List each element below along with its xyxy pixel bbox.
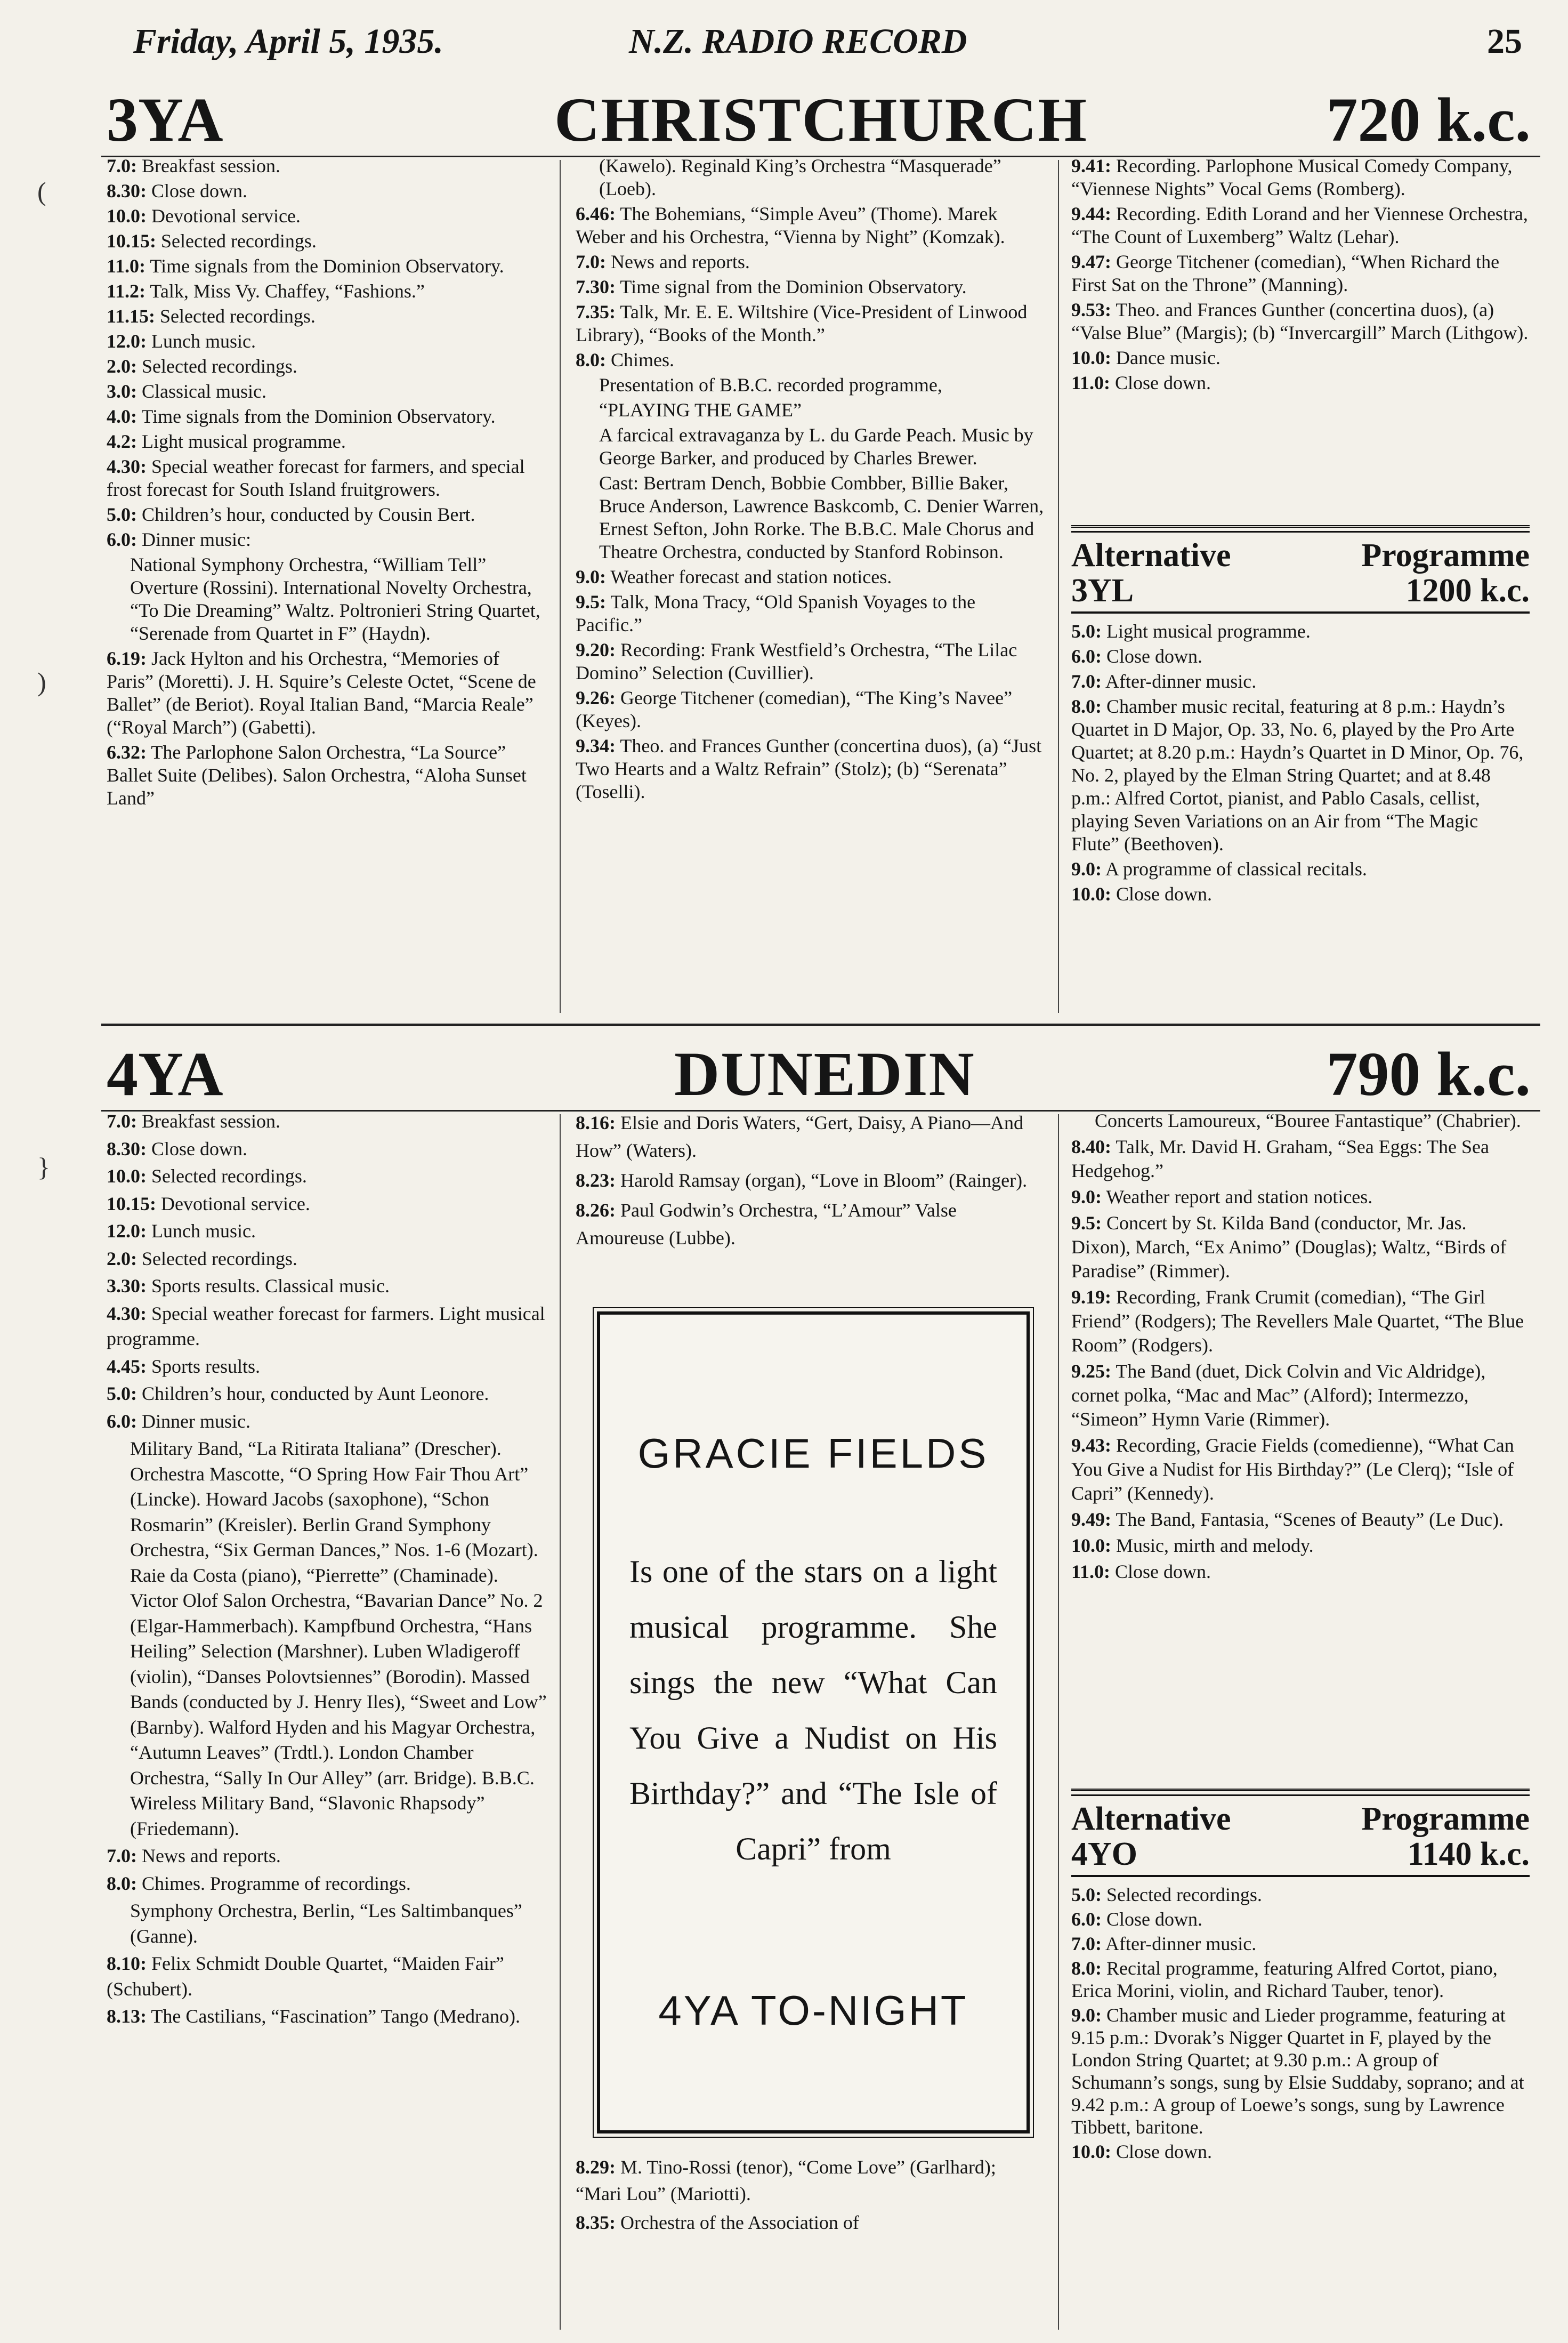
programme-time: 7.0: bbox=[107, 1110, 137, 1132]
programme-time: 7.0: bbox=[107, 1845, 137, 1866]
programme-time: 7.0: bbox=[576, 251, 606, 272]
programme-item bbox=[1071, 858, 1530, 881]
programme-text: Presentation of B.B.C. recorded programme, bbox=[599, 374, 942, 396]
programme-item bbox=[576, 251, 1045, 273]
alt-station: 3YL bbox=[1071, 573, 1134, 609]
programme-item bbox=[107, 1354, 549, 1380]
station-city: CHRISTCHURCH bbox=[554, 85, 1088, 155]
programme-text: Recital programme, featuring Alfred Cortot, piano, Erica Morini, violin, and Richard Tauber, tenor). bbox=[1071, 1958, 1498, 2001]
programme-time: 2.0: bbox=[107, 356, 137, 377]
programme-text: Close down. bbox=[151, 1138, 247, 1160]
programme-item bbox=[576, 472, 1045, 563]
programme-text: Breakfast session. bbox=[142, 1110, 280, 1132]
programme-item bbox=[107, 455, 549, 501]
programme-text: Time signal from the Dominion Observatory. bbox=[620, 276, 967, 297]
programme-item bbox=[107, 503, 549, 526]
double-rule bbox=[1071, 525, 1530, 533]
programme-time: 4.0: bbox=[107, 406, 137, 427]
programme-item bbox=[107, 1871, 549, 1897]
programme-time: 6.32: bbox=[107, 742, 147, 763]
programme-item bbox=[1071, 620, 1530, 643]
programme-text: Special weather forecast for farmers, and special frost forecast for South Island fruitgrowers. bbox=[107, 456, 525, 500]
programme-text: Concerts Lamoureux, “Bouree Fantastique” (Chabrier). bbox=[1095, 1110, 1521, 1131]
programme-item bbox=[107, 1409, 549, 1435]
programme-text: A programme of classical recitals. bbox=[1105, 858, 1367, 880]
station-callsign: 3YA bbox=[107, 85, 223, 155]
programme-text: Talk, Mr. E. E. Wiltshire (Vice-President of Linwood Library), “Books of the Month.” bbox=[576, 301, 1028, 345]
programme-text: Close down. bbox=[1106, 1909, 1202, 1930]
programme-item bbox=[1071, 347, 1530, 369]
programme-time: 8.13: bbox=[107, 2006, 147, 2027]
programme-text: Jack Hylton and his Orchestra, “Memories of Paris” (Moretti). J. H. Squire’s Celeste Octet, “Scene de Ballet” (de Beriot). Royal Italian Band, “Marcia Reale” (“Royal March”) (Gabetti). bbox=[107, 648, 536, 738]
programme-item bbox=[1071, 155, 1530, 200]
programme-column-2-continued bbox=[576, 2154, 1045, 2238]
programme-time: 8.16: bbox=[576, 1112, 616, 1133]
programme-time: 8.30: bbox=[107, 180, 147, 202]
programme-text: Close down. bbox=[1115, 372, 1211, 393]
advert-title: GRACIE FIELDS bbox=[637, 1430, 989, 1477]
programme-item bbox=[107, 205, 549, 228]
programme-item bbox=[576, 399, 1045, 422]
programme-item bbox=[1071, 1560, 1530, 1584]
programme-text: The Parlophone Salon Orchestra, “La Source” Ballet Suite (Delibes). Salon Orchestra, “Aloha Sunset Land” bbox=[107, 742, 527, 809]
programme-item bbox=[107, 1436, 549, 1841]
programme-item bbox=[576, 155, 1045, 200]
programme-item bbox=[1071, 2004, 1530, 2138]
programme-item bbox=[107, 1898, 549, 1949]
station-callsign: 4YA bbox=[107, 1039, 223, 1109]
programme-text: George Titchener (comedian), “The King’s Navee” (Keyes). bbox=[576, 687, 1013, 731]
programme-time: 10.15: bbox=[107, 230, 156, 252]
issue-date: Friday, April 5, 1935. bbox=[133, 22, 443, 61]
programme-text: Selected recordings. bbox=[151, 1165, 307, 1187]
section-title-3ya bbox=[0, 85, 1568, 160]
section-divider bbox=[101, 1024, 1540, 1026]
advert-body: Is one of the stars on a light musical programme. She sings the new “What Can You Give a Nudist on His Birthday?” and “The Isle of Capri” from bbox=[629, 1554, 997, 1866]
advert-footer: 4YA TO-NIGHT bbox=[658, 1987, 968, 2034]
programme-time: 9.49: bbox=[1071, 1509, 1111, 1530]
programme-item bbox=[1071, 1285, 1530, 1357]
programme-text: Close down. bbox=[1106, 646, 1202, 667]
programme-text: Recording, Frank Crumit (comedian), “The Girl Friend” (Rodgers); The Revellers Male Quartet, “The Blue Room” (Rodgers). bbox=[1071, 1286, 1524, 1356]
programme-item bbox=[107, 280, 549, 303]
alt-programme-list bbox=[1071, 620, 1530, 906]
section-title-4ya bbox=[0, 1040, 1568, 1114]
programme-text: Weather report and station notices. bbox=[1106, 1186, 1373, 1207]
programme-item bbox=[576, 374, 1045, 397]
programme-text: News and reports. bbox=[142, 1845, 281, 1866]
programme-time: 4.30: bbox=[107, 456, 147, 477]
programme-text: Music, mirth and melody. bbox=[1116, 1535, 1314, 1556]
programme-column-2 bbox=[576, 1109, 1045, 1254]
programme-item bbox=[576, 591, 1045, 637]
programme-text: Dinner music: bbox=[142, 529, 251, 550]
programme-text: Selected recordings. bbox=[142, 356, 297, 377]
programme-item bbox=[1071, 645, 1530, 668]
programme-item bbox=[107, 180, 549, 203]
station-frequency: 790 k.c. bbox=[1326, 1039, 1531, 1109]
programme-time: 11.0: bbox=[1071, 372, 1111, 393]
programme-item bbox=[107, 230, 549, 253]
programme-text: Chamber music recital, featuring at 8 p.m.: Haydn’s Quartet in D Major, Op. 33, No. 6, played by the Pro Arte Quartet; at 8.20 p.m.: Haydn’s Quartet in D Minor, Op. 76, No. 2, played by the Elman String Quartet; and at 8.48 p.m.: Alfred Cortot, pianist, and Pablo Casals, cellist, playing Seven Variations on an Air from “The Magic Flute” (Beethoven). bbox=[1071, 696, 1524, 855]
programme-time: 9.53: bbox=[1071, 299, 1111, 320]
programme-time: 9.44: bbox=[1071, 203, 1111, 224]
programme-item bbox=[107, 1246, 549, 1272]
column-divider bbox=[1058, 1114, 1059, 2330]
programme-text: Concert by St. Kilda Band (conductor, Mr. Jas. Dixon), March, “Ex Animo” (Douglas); Waltz, “Birds of Paradise” (Rimmer). bbox=[1071, 1212, 1507, 1282]
programme-text: George Titchener (comedian), “When Richard the First Sat on the Throne” (Manning). bbox=[1071, 251, 1500, 295]
programme-text: Light musical programme. bbox=[142, 431, 346, 452]
programme-time: 3.0: bbox=[107, 381, 137, 402]
programme-text: The Band (duet, Dick Colvin and Vic Aldridge), cornet polka, “Mac and Mac” (Alford); Intermezzo, “Simeon” Hymn Varie (Rimmer). bbox=[1071, 1360, 1486, 1430]
programme-text: After-dinner music. bbox=[1105, 1933, 1257, 1954]
programme-item bbox=[576, 424, 1045, 470]
programme-time: 9.26: bbox=[576, 687, 616, 708]
programme-item bbox=[576, 687, 1045, 732]
programme-time: 3.30: bbox=[107, 1275, 147, 1297]
programme-item bbox=[576, 1196, 1045, 1252]
programme-text: Children’s hour, conducted by Aunt Leonore. bbox=[142, 1383, 489, 1404]
programme-time: 7.0: bbox=[107, 155, 137, 176]
programme-item bbox=[107, 528, 549, 551]
programme-time: 10.0: bbox=[1071, 883, 1111, 905]
programme-time: 9.0: bbox=[576, 566, 606, 587]
programme-time: 8.10: bbox=[107, 1953, 147, 1974]
programme-text: Theo. and Frances Gunther (concertina duos), (a) “Valse Blue” (Margis); (b) “Invercargill” March (Lithgow). bbox=[1071, 299, 1529, 343]
programme-text: Close down. bbox=[1116, 883, 1212, 905]
programme-item bbox=[107, 1951, 549, 2002]
programme-item bbox=[107, 647, 549, 739]
programme-time: 9.19: bbox=[1071, 1286, 1111, 1308]
programme-text: Felix Schmidt Double Quartet, “Maiden Fair” (Schubert). bbox=[107, 1953, 504, 2000]
programme-item bbox=[107, 553, 549, 645]
programme-text: Cast: Bertram Dench, Bobbie Combber, Billie Baker, Bruce Anderson, Lawrence Baskcomb, C. Denier Warren, Ernest Sefton, John Rorke. The B.B.C. Male Chorus and Theatre Orchestra, conducted by Stanford Robinson. bbox=[599, 472, 1044, 562]
programme-item bbox=[107, 1219, 549, 1244]
programme-item bbox=[107, 2004, 549, 2030]
programme-time: 9.41: bbox=[1071, 155, 1111, 176]
programme-time: 11.2: bbox=[107, 280, 146, 302]
programme-item bbox=[576, 1109, 1045, 1164]
programme-text: Close down. bbox=[151, 180, 247, 202]
programme-item bbox=[107, 1274, 549, 1299]
programme-time: 6.46: bbox=[576, 203, 616, 224]
programme-time: 10.0: bbox=[1071, 347, 1111, 368]
programme-time: 9.34: bbox=[576, 735, 616, 756]
programme-text: Military Band, “La Ritirata Italiana” (Drescher). Orchestra Mascotte, “O Spring How Fair Thou Art” (Lincke). Howard Jacobs (saxophone), “Schon Rosmarin” (Kreisler). Berlin Grand Symphony Orchestra, “Six German Dances,” Nos. 1-6 (Mozart). Raie da Costa (piano), “Pierrette” (Chaminade). Victor Olof Salon Orchestra, “Bavarian Dance” No. 2 (Elgar-Hammerbach). Kampfbund Orchestra, “Hans Heiling” Selection (Marshner). Luben Wladigeroff (violin), “Danses Polovtsiennes” (Borodin). Massed Bands (conducted by J. Henry Iles), “Sweet and Low” (Barnby). Walford Hyden and his Magyar Orchestra, “Autumn Leaves” (Trdtl.). London Chamber Orchestra, “Sally In Our Alley” (arr. Bridge). B.B.C. Wireless Military Band, “Slavonic Rhapsody” (Friedemann). bbox=[130, 1438, 547, 1839]
programme-item bbox=[1071, 203, 1530, 248]
programme-item bbox=[1071, 299, 1530, 344]
programme-text: Close down. bbox=[1116, 2141, 1212, 2162]
programme-item bbox=[1071, 1508, 1530, 1532]
programme-time: 4.2: bbox=[107, 431, 137, 452]
programme-time: 10.0: bbox=[1071, 1535, 1111, 1556]
programme-item bbox=[107, 355, 549, 378]
programme-time: 9.20: bbox=[576, 639, 616, 661]
programme-item bbox=[576, 276, 1045, 299]
programme-time: 9.0: bbox=[1071, 2004, 1102, 2026]
programme-time: 9.5: bbox=[576, 591, 606, 613]
alternative-programme-4yo bbox=[1071, 1789, 1530, 2165]
programme-text: Recording, Gracie Fields (comedienne), “What Can You Give a Nudist for His Birthday?” (Le Clerq); “Isle of Capri” (Kennedy). bbox=[1071, 1435, 1514, 1504]
programme-text: Orchestra of the Association of bbox=[620, 2212, 859, 2233]
programme-text: The Castilians, “Fascination” Tango (Medrano). bbox=[151, 2006, 520, 2027]
alt-frequency: 1140 k.c. bbox=[1407, 1836, 1530, 1872]
programme-item bbox=[576, 639, 1045, 685]
programme-item bbox=[107, 1109, 549, 1134]
programme-text: A farcical extravaganza by L. du Garde Peach. Music by George Barker, and produced by Charles Brewer. bbox=[599, 424, 1033, 469]
programme-time: 8.40: bbox=[1071, 1136, 1111, 1157]
programme-text: Lunch music. bbox=[151, 331, 256, 352]
programme-text: Sports results. Classical music. bbox=[151, 1275, 390, 1297]
page-number: 25 bbox=[1487, 22, 1522, 61]
programme-item bbox=[1071, 1109, 1530, 1133]
programme-item bbox=[107, 1164, 549, 1189]
programme-text: Dinner music. bbox=[142, 1410, 250, 1432]
programme-time: 2.0: bbox=[107, 1247, 137, 1269]
programme-time: 11.0: bbox=[1071, 1561, 1111, 1582]
programme-item bbox=[107, 1381, 549, 1407]
programme-time: 5.0: bbox=[1071, 621, 1102, 642]
programme-time: 7.0: bbox=[1071, 1933, 1102, 1954]
programme-time: 5.0: bbox=[107, 1383, 137, 1404]
programme-item bbox=[1071, 2140, 1530, 2163]
alt-frequency: 1200 k.c. bbox=[1405, 573, 1530, 609]
programme-item bbox=[107, 1843, 549, 1869]
programme-text: Weather forecast and station notices. bbox=[610, 566, 892, 587]
programme-time: 7.35: bbox=[576, 301, 616, 323]
programme-time: 12.0: bbox=[107, 331, 147, 352]
programme-time: 6.0: bbox=[1071, 1909, 1102, 1930]
programme-item bbox=[576, 735, 1045, 803]
programme-text: Talk, Mr. David H. Graham, “Sea Eggs: The Sea Hedgehog.” bbox=[1071, 1136, 1490, 1181]
programme-item bbox=[576, 1166, 1045, 1194]
programme-text: Light musical programme. bbox=[1106, 621, 1311, 642]
programme-item bbox=[107, 255, 549, 278]
programme-text: Selected recordings. bbox=[160, 305, 316, 327]
programme-text: Symphony Orchestra, Berlin, “Les Saltimbanques” (Ganne). bbox=[130, 1900, 522, 1947]
programme-item bbox=[1071, 1957, 1530, 2002]
programme-item bbox=[1071, 1434, 1530, 1505]
programme-text: Recording: Frank Westfield’s Orchestra, “The Lilac Domino” Selection (Cuvillier). bbox=[576, 639, 1017, 683]
programme-text: Lunch music. bbox=[151, 1220, 256, 1242]
programme-item bbox=[1071, 1908, 1530, 1930]
programme-text: Recording. Edith Lorand and her Viennese Orchestra, “The Count of Luxemberg” Waltz (Lehar). bbox=[1071, 203, 1528, 247]
programme-text: The Band, Fantasia, “Scenes of Beauty” (Le Duc). bbox=[1116, 1509, 1504, 1530]
programme-column-1 bbox=[107, 1109, 549, 2032]
programme-text: Selected recordings. bbox=[1106, 1884, 1262, 1905]
programme-column-3 bbox=[1071, 1109, 1530, 1586]
programme-item bbox=[576, 349, 1045, 372]
programme-time: 9.47: bbox=[1071, 251, 1111, 272]
station-frequency: 720 k.c. bbox=[1326, 85, 1531, 155]
programme-time: 7.0: bbox=[1071, 671, 1102, 692]
programme-time: 9.25: bbox=[1071, 1360, 1111, 1382]
margin-mark: ) bbox=[37, 667, 46, 697]
programme-item bbox=[107, 741, 549, 810]
programme-time: 8.29: bbox=[576, 2156, 616, 2178]
programme-time: 8.26: bbox=[576, 1199, 616, 1221]
programme-text: Selected recordings. bbox=[142, 1247, 297, 1269]
programme-item bbox=[1071, 1534, 1530, 1558]
programme-text: Children’s hour, conducted by Cousin Bert. bbox=[142, 504, 475, 525]
programme-column-1 bbox=[107, 155, 549, 812]
column-divider bbox=[560, 160, 561, 1013]
alt-label: Alternative bbox=[1071, 537, 1231, 574]
programme-item bbox=[1071, 1185, 1530, 1209]
programme-text: Special weather forecast for farmers. Light musical programme. bbox=[107, 1302, 545, 1349]
programme-item bbox=[1071, 1883, 1530, 1906]
page-header bbox=[0, 21, 1568, 69]
programme-time: 10.0: bbox=[107, 205, 147, 227]
alt-label: Alternative bbox=[1071, 1801, 1231, 1837]
programme-item bbox=[107, 430, 549, 453]
programme-item bbox=[1071, 695, 1530, 856]
programme-text: Harold Ramsay (organ), “Love in Bloom” (Rainger). bbox=[620, 1170, 1028, 1191]
programme-text: Talk, Mona Tracy, “Old Spanish Voyages to the Pacific.” bbox=[576, 591, 976, 635]
margin-mark: ( bbox=[37, 176, 46, 206]
programme-item bbox=[1071, 372, 1530, 394]
programme-item bbox=[107, 305, 549, 328]
programme-item bbox=[1071, 1211, 1530, 1283]
programme-time: 12.0: bbox=[107, 1220, 147, 1242]
programme-time: 8.30: bbox=[107, 1138, 147, 1160]
programme-text: After-dinner music. bbox=[1105, 671, 1257, 692]
programme-time: 10.15: bbox=[107, 1193, 156, 1214]
programme-text: Breakfast session. bbox=[142, 155, 280, 176]
programme-text: Time signals from the Dominion Observatory. bbox=[150, 255, 504, 277]
station-city: DUNEDIN bbox=[674, 1039, 975, 1109]
programme-item bbox=[107, 1301, 549, 1352]
programme-text: Devotional service. bbox=[161, 1193, 310, 1214]
programme-text: Recording. Parlophone Musical Comedy Company, “Viennese Nights” Vocal Gems (Romberg). bbox=[1071, 155, 1513, 199]
programme-time: 9.43: bbox=[1071, 1435, 1111, 1456]
programme-item bbox=[576, 2209, 1045, 2236]
alt-station: 4YO bbox=[1071, 1836, 1137, 1872]
programme-time: 8.0: bbox=[1071, 1958, 1102, 1979]
programme-item bbox=[576, 301, 1045, 347]
programme-item bbox=[107, 155, 549, 178]
programme-time: 8.35: bbox=[576, 2212, 616, 2233]
programme-time: 8.23: bbox=[576, 1170, 616, 1191]
programme-time: 5.0: bbox=[1071, 1884, 1102, 1905]
publication-title: N.Z. RADIO RECORD bbox=[629, 22, 967, 61]
programme-time: 10.0: bbox=[107, 1165, 147, 1187]
programme-text: Chamber music and Lieder programme, featuring at 9.15 p.m.: Dvorak’s Nigger Quartet in F, played by the London String Quartet; at 9.30 p.m.: A group of Schumann’s songs, sung by Elsie Suddaby, soprano; and at 9.42 p.m.: A group of Loewe’s songs, sung by Lawrence Tibbett, baritone. bbox=[1071, 2004, 1524, 2138]
programme-text: Devotional service. bbox=[151, 205, 301, 227]
programme-time: 11.0: bbox=[107, 255, 146, 277]
programme-item bbox=[1071, 670, 1530, 693]
programme-time: 6.0: bbox=[107, 529, 137, 550]
programme-text: Paul Godwin’s Orchestra, “L’Amour” Valse Amoureuse (Lubbe). bbox=[576, 1199, 957, 1249]
programme-time: 8.0: bbox=[107, 1872, 137, 1894]
programme-item bbox=[107, 380, 549, 403]
programme-text: Chimes. Programme of recordings. bbox=[142, 1872, 411, 1894]
programme-text: Dance music. bbox=[1116, 347, 1221, 368]
programme-item bbox=[107, 330, 549, 353]
programme-item bbox=[1071, 1135, 1530, 1183]
programme-time: 4.45: bbox=[107, 1355, 147, 1377]
programme-item bbox=[107, 1137, 549, 1162]
programme-time: 7.30: bbox=[576, 276, 616, 297]
programme-item bbox=[1071, 883, 1530, 906]
programme-text: Sports results. bbox=[151, 1355, 261, 1377]
programme-time: 6.19: bbox=[107, 648, 147, 669]
programme-time: 8.0: bbox=[576, 349, 606, 371]
alternative-programme-3yl bbox=[1071, 525, 1530, 908]
programme-item bbox=[107, 405, 549, 428]
programme-text: Talk, Miss Vy. Chaffey, “Fashions.” bbox=[150, 280, 425, 302]
programme-text: “PLAYING THE GAME” bbox=[599, 399, 802, 421]
gracie-fields-advertisement bbox=[597, 1311, 1030, 2133]
programme-column-2 bbox=[576, 155, 1045, 806]
programme-item bbox=[576, 566, 1045, 589]
alt-programme-word: Programme bbox=[1361, 537, 1530, 574]
programme-text: (Kawelo). Reginald King’s Orchestra “Masquerade” (Loeb). bbox=[599, 155, 1001, 199]
programme-text: News and reports. bbox=[611, 251, 750, 272]
programme-text: Classical music. bbox=[142, 381, 266, 402]
column-divider bbox=[560, 1114, 561, 2330]
programme-time: 5.0: bbox=[107, 504, 137, 525]
programme-text: Close down. bbox=[1115, 1561, 1211, 1582]
programme-time: 4.30: bbox=[107, 1302, 147, 1324]
programme-item bbox=[1071, 1933, 1530, 1955]
programme-time: 11.15: bbox=[107, 305, 156, 327]
programme-item bbox=[576, 203, 1045, 248]
programme-time: 9.0: bbox=[1071, 1186, 1102, 1207]
programme-text: The Bohemians, “Simple Aveu” (Thome). Marek Weber and his Orchestra, “Vienna by Night” (Komzak). bbox=[576, 203, 1005, 247]
programme-text: Selected recordings. bbox=[161, 230, 317, 252]
margin-mark: } bbox=[37, 1152, 50, 1182]
programme-time: 6.0: bbox=[1071, 646, 1102, 667]
column-divider bbox=[1058, 160, 1059, 1013]
programme-item bbox=[576, 2154, 1045, 2207]
programme-time: 10.0: bbox=[1071, 2141, 1111, 2162]
programme-time: 9.5: bbox=[1071, 1212, 1102, 1234]
programme-item bbox=[1071, 251, 1530, 296]
programme-item bbox=[1071, 1359, 1530, 1431]
programme-item bbox=[107, 1191, 549, 1217]
alt-programme-list bbox=[1071, 1883, 1530, 2163]
programme-time: 8.0: bbox=[1071, 696, 1102, 717]
programme-text: Elsie and Doris Waters, “Gert, Daisy, A Piano—And How” (Waters). bbox=[576, 1112, 1023, 1161]
programme-column-3 bbox=[1071, 155, 1530, 397]
programme-time: 6.0: bbox=[107, 1410, 137, 1432]
alt-programme-word: Programme bbox=[1361, 1801, 1530, 1837]
programme-text: Chimes. bbox=[611, 349, 675, 371]
programme-text: Time signals from the Dominion Observatory. bbox=[141, 406, 496, 427]
double-rule bbox=[1071, 1789, 1530, 1796]
programme-text: Theo. and Frances Gunther (concertina duos), (a) “Just Two Hearts and a Waltz Refrain” (Stolz); (b) “Serenata” (Toselli). bbox=[576, 735, 1042, 802]
programme-text: M. Tino-Rossi (tenor), “Come Love” (Garlhard); “Mari Lou” (Mariotti). bbox=[576, 2156, 996, 2204]
programme-time: 9.0: bbox=[1071, 858, 1102, 880]
programme-text: National Symphony Orchestra, “William Tell” Overture (Rossini). International Novelty Orchestra, “To Die Dreaming” Waltz. Poltronieri String Quartet, “Serenade from Quartet in F” (Haydn). bbox=[130, 554, 540, 644]
